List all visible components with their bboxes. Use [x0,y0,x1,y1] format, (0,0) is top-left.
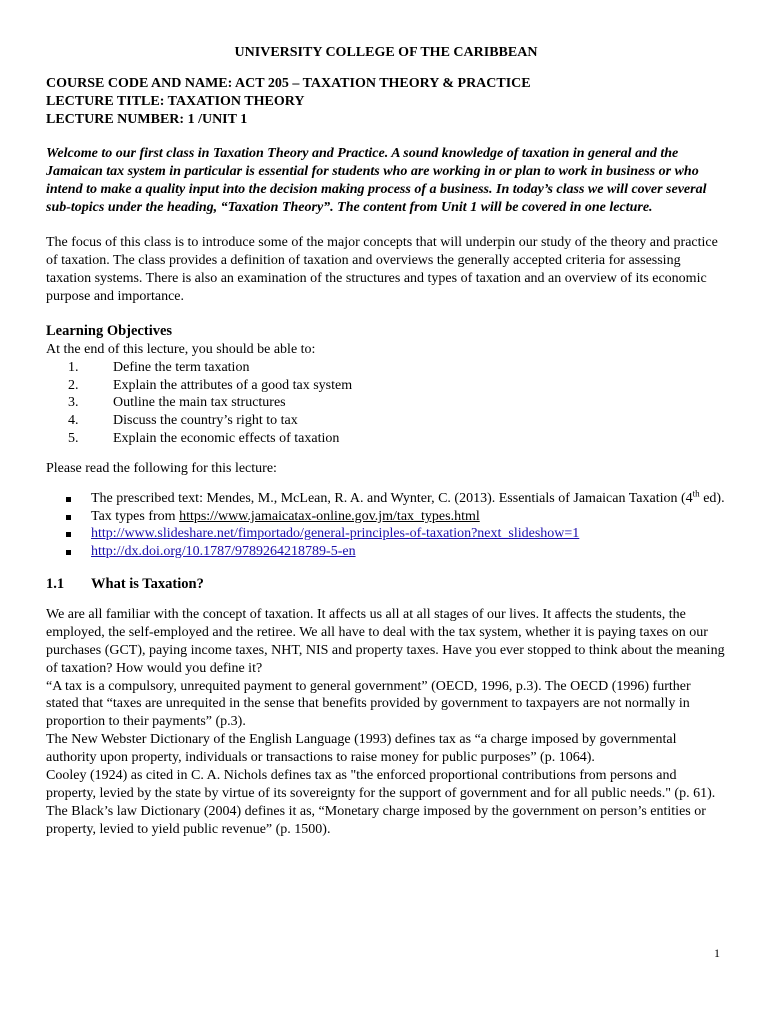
body-paragraph: The New Webster Dictionary of the English Language (1993) defines tax as “a charge imposed by governmental authority upon property, individuals or transactions to raise money for public purposes” (p. 1064). [46,732,677,766]
learning-objectives-intro: At the end of this lecture, you should be able to: [46,342,316,358]
section-body [46,606,726,839]
body-paragraph: “A tax is a compulsory, unrequited payment to general government” (OECD, 1996, p.3). The OECD (1996) further stated that “taxes are unrequited in the sense that benefits provided by government to taxpayers are not normally in proportion to their payments” (p.3). [46,678,691,730]
body-paragraph: We are all familiar with the concept of taxation. It affects us all at all stages of our lives. It affects the students, the employed, the self-employed and the retiree. We all have to deal with the tax system, whether it is paying taxes on our purchases (GCT), paying income taxes, NHT, NIS and property taxes. Have you ever stopped to think about the meaning of taxation? How would you define it? [46,606,725,676]
objective-item [46,412,726,430]
objective-number: 2. [68,377,79,393]
square-bullet-icon [46,508,91,526]
section-title: What is Taxation? [91,576,204,593]
section-heading [46,576,726,594]
reading-item [46,543,726,561]
reading-item [46,490,726,508]
prescribed-text: The prescribed text: Mendes, M., McLean, R. A. and Wynter, C. (2013). Essentials of Jamaican Taxation (4 [91,491,693,507]
course-code-line: COURSE CODE AND NAME: ACT 205 – TAXATION THEORY & PRACTICE [46,75,531,91]
reading-list [46,490,726,560]
square-bullet-icon [46,525,91,543]
lecture-title-line: LECTURE TITLE: TAXATION THEORY [46,93,305,109]
section-number: 1.1 [46,576,65,593]
reading-intro: Please read the following for this lecture: [46,460,277,476]
body-paragraph: The Black’s law Dictionary (2004) defines it as, “Monetary charge imposed by the government on person’s entities or property, levied to yield public revenue” (p. 1500). [46,803,706,837]
focus-paragraph: The focus of this class is to introduce some of the major concepts that will underpin our study of the theory and practice of taxation. The class provides a definition of taxation and overviews the generally accepted criteria for assessing taxation systems. There is also an examination of the structures and types of taxation and an overview of its economic purpose and importance. [46,234,718,304]
prescribed-text-end: ed). [699,491,725,507]
tax-types-label: Tax types from [91,508,180,524]
objective-item [46,359,726,377]
objective-text: Discuss the country’s right to tax [113,413,298,429]
institution-title: UNIVERSITY COLLEGE OF THE CARIBBEAN [234,45,538,60]
reading-text [91,490,725,508]
slideshare-link[interactable]: http://www.slideshare.net/fimportado/general-principles-of-taxation?next_slideshow=1 [91,526,580,542]
objective-item [46,394,726,412]
objective-text: Define the term taxation [113,359,250,375]
page-number: 1 [714,946,720,960]
objective-item [46,430,726,448]
objective-number: 4. [68,413,79,429]
objective-text: Explain the economic effects of taxation [113,430,340,446]
jamaicatax-link[interactable]: https://www.jamaicatax-online.gov.jm/tax_types.html [179,508,480,524]
learning-objectives-heading: Learning Objectives [46,322,173,339]
learning-objectives-list [46,359,726,448]
reading-item [46,508,726,526]
square-bullet-icon [46,543,91,561]
lecture-number-line: LECTURE NUMBER: 1 /UNIT 1 [46,111,248,127]
objective-text: Outline the main tax structures [113,395,286,411]
document-page [46,44,726,839]
objective-number: 3. [68,395,79,411]
body-paragraph: Cooley (1924) as cited in C. A. Nichols defines tax as "the enforced proportional contributions from persons and property, levied by the state by virtue of its sovereignty for the support of government and for all public needs." (p. 61). [46,768,716,802]
reading-text [91,508,480,526]
square-bullet-icon [46,490,91,508]
objective-number: 5. [68,430,79,446]
objective-number: 1. [68,359,79,375]
doi-link[interactable]: http://dx.doi.org/10.1787/9789264218789-5-en [91,543,356,559]
edition-superscript: th [692,488,700,499]
objective-text: Explain the attributes of a good tax system [113,377,353,393]
reading-item [46,525,726,543]
objective-item [46,377,726,395]
welcome-paragraph: Welcome to our first class in Taxation Theory and Practice. A sound knowledge of taxation in general and the Jamaican tax system in particular is essential for students who are working in or plan to work in business or who intend to make a quality input into the decision making process of a business. In today’s class we will cover several sub-topics under the heading, “Taxation Theory”. The content from Unit 1 will be covered in one lecture. [46,145,707,215]
